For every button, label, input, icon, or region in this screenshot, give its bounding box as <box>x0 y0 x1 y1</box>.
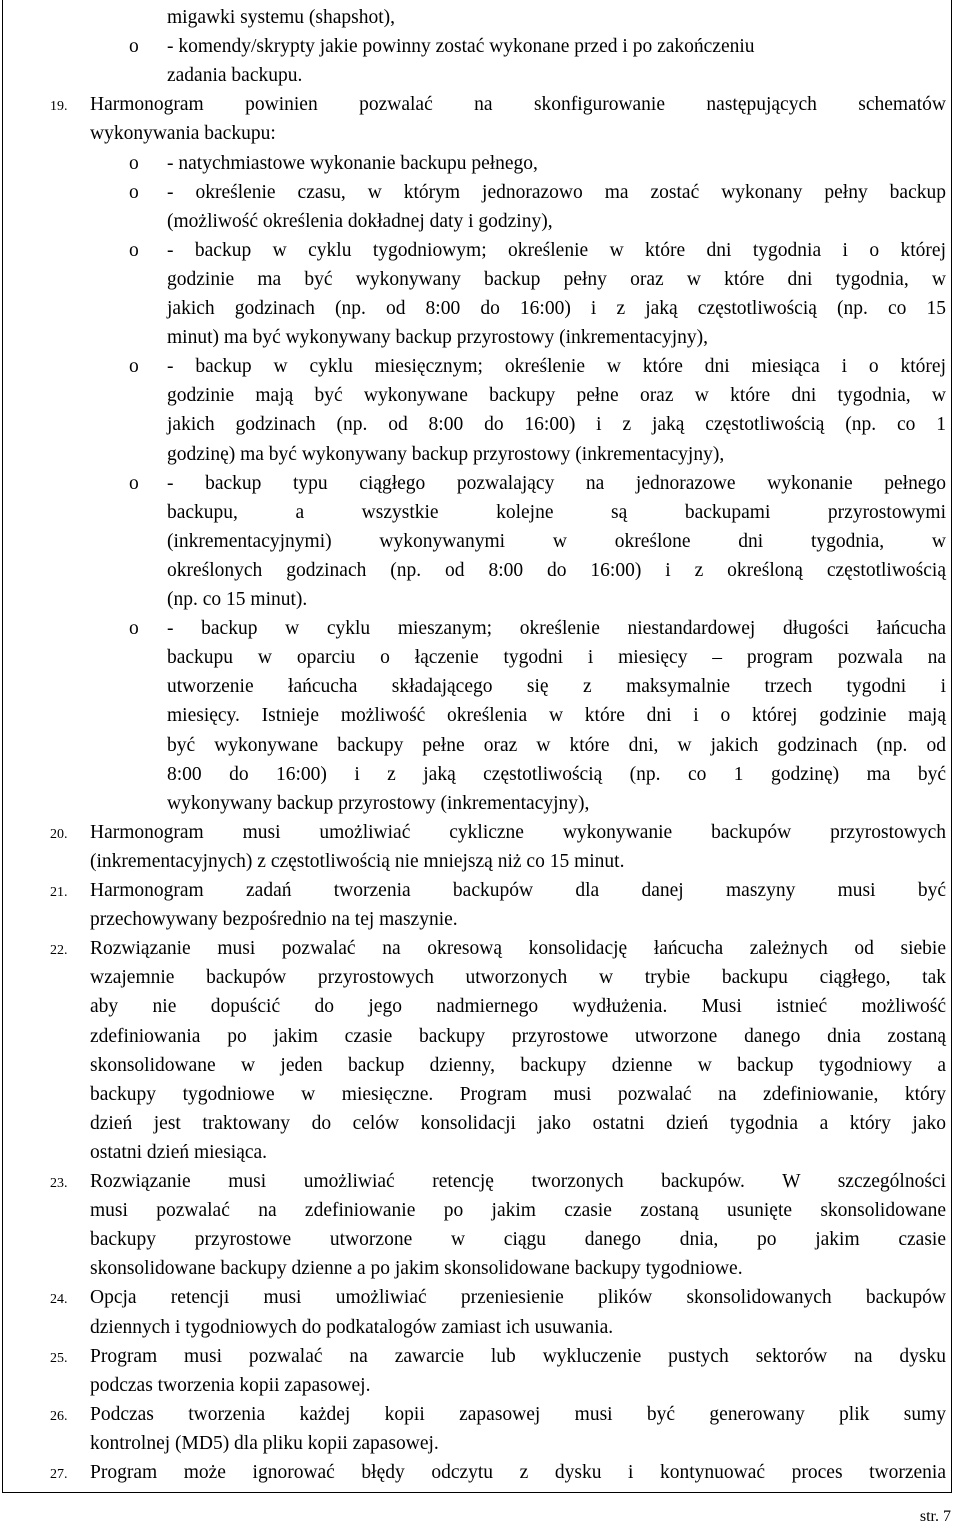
bullet-marker: o <box>129 472 139 494</box>
subitem-text-line: backupu w oparciu o łączenie tygodni i miesięcy – program pozwala na <box>167 647 946 669</box>
item-text-line: podczas tworzenia kopii zapasowej. <box>90 1374 371 1396</box>
item-text-line: skonsolidowane w jeden backup dzienny, backupy dzienne w backup tygodniowy a <box>90 1054 946 1076</box>
subitem-text-line: (inkrementacyjnymi) wykonywanymi w określone dni tygodnia, w <box>167 530 946 552</box>
subitem-text-line: utworzenie łańcucha składającego się z maksymalnie trzech tygodni i <box>167 676 946 698</box>
item-text-line: (inkrementacyjnych) z częstotliwością nie mniejszą niż co 15 minut. <box>90 850 625 872</box>
item-text-line: zdefiniowania po jakim czasie backupy przyrostowe utworzone danego dnia zostaną <box>90 1025 946 1047</box>
continuation-line: - komendy/skrypty jakie powinny zostać wykonane przed i po zakończeniu <box>167 36 755 58</box>
continuation-line: zadania backupu. <box>167 65 303 87</box>
subitem-text-line: minut) ma być wykonywany backup przyrostowy (inkrementacyjny), <box>167 327 708 349</box>
subitem-text-line: określonych godzinach (np. od 8:00 do 16:00) i z określoną częstotliwością <box>167 559 946 581</box>
item-text-line: kontrolnej (MD5) dla pliku kopii zapasowej. <box>90 1432 439 1454</box>
item-text-line: skonsolidowane backupy dzienne a po jakim skonsolidowane backupy tygodniowe. <box>90 1258 743 1280</box>
subitem-text-line: backupu, a wszystkie kolejne są backupami przyrostowymi <box>167 501 946 523</box>
item-text-line: Podczas tworzenia każdej kopii zapasowej musi być generowany plik sumy <box>90 1403 946 1425</box>
subitem-text-line: godzinie ma być wykonywany backup pełny oraz w które dni tygodnia, w <box>167 268 946 290</box>
subitem-text-line: - backup w cyklu miesięcznym; określenie w które dni miesiąca i o której <box>167 356 946 378</box>
bullet-marker: o <box>129 239 139 261</box>
bullet-marker: o <box>129 618 139 640</box>
item-number: 24. <box>50 1292 68 1308</box>
item-number: 27. <box>50 1467 68 1482</box>
bullet-marker: o <box>129 36 139 58</box>
subitem-text-line: - natychmiastowe wykonanie backupu pełnego, <box>167 152 538 174</box>
item-number: 25. <box>50 1350 68 1366</box>
item-text-line: Opcja retencji musi umożliwiać przeniesienie plików skonsolidowanych backupów <box>90 1287 946 1309</box>
item-number: 22. <box>50 943 68 959</box>
subitem-text-line: - backup w cyklu tygodniowym; określenie w które dni tygodnia i o której <box>167 239 946 261</box>
subitem-text-line: - backup typu ciągłego pozwalający na jednorazowe wykonanie pełnego <box>167 472 946 494</box>
item-text-line: Rozwiązanie musi umożliwiać retencję tworzonych backupów. W szczególności <box>90 1171 946 1192</box>
item-text-line: musi pozwalać na zdefiniowanie po jakim czasie zostaną usunięte skonsolidowane <box>90 1200 946 1222</box>
subitem-text-line: (np. co 15 minut). <box>167 589 308 610</box>
page-number: str. 7 <box>919 1508 951 1525</box>
subitem-text-line: jakich godzinach (np. od 8:00 do 16:00) i z jaką częstotliwością (np. co 1 <box>167 414 946 436</box>
subitem-text-line: miesięcy. Istnieje możliwość określenia w które dni i o której godzinie mają <box>167 705 946 727</box>
item-text-line: dziennych i tygodniowych do podkatalogów zamiast ich usuwania. <box>90 1316 614 1338</box>
item-text-line: wykonywania backupu: <box>90 123 276 145</box>
item-text-line: aby nie dopuścić do jego nadmiernego wydłużenia. Musi istnieć możliwość <box>90 996 946 1018</box>
subitem-text-line: godzinę) ma być wykonywany backup przyrostowy (inkrementacyjny), <box>167 443 725 465</box>
item-text-line: backupy tygodniowe w miesięczne. Program musi pozwalać na zdefiniowanie, który <box>90 1083 946 1105</box>
subitem-text-line: godzinie mają być wykonywane backupy pełne oraz w które dni tygodnia, w <box>167 385 946 407</box>
item-number: 19. <box>50 99 68 115</box>
item-text-line: Harmonogram powinien pozwalać na skonfigurowanie następujących schematów <box>90 94 946 116</box>
item-number: 20. <box>50 826 68 842</box>
subitem-text-line: (możliwość określenia dokładnej daty i godziny), <box>167 210 553 232</box>
continuation-line: migawki systemu (shapshot), <box>167 7 396 28</box>
item-text-line: wzajemnie backupów przyrostowych utworzonych w trybie backupu ciągłego, tak <box>90 967 946 989</box>
item-number: 21. <box>50 885 68 900</box>
item-text-line: Rozwiązanie musi pozwalać na okresową konsolidację łańcucha zależnych od siebie <box>90 938 946 960</box>
item-text-line: dzień jest traktowany do celów konsolidacji jako ostatni dzień tygodnia a który jako <box>90 1112 946 1134</box>
subitem-text-line: - backup w cyklu mieszanym; określenie niestandardowej długości łańcucha <box>167 618 946 640</box>
item-text-line: Harmonogram musi umożliwiać cykliczne wykonywanie backupów przyrostowych <box>90 821 946 843</box>
bullet-marker: o <box>129 152 139 174</box>
item-text-line: ostatni dzień miesiąca. <box>90 1141 268 1163</box>
subitem-text-line: 8:00 do 16:00) i z jaką częstotliwością (np. co 1 godzinę) ma być <box>167 763 946 785</box>
item-text-line: backupy przyrostowe utworzone w ciągu danego dnia, po jakim czasie <box>90 1229 946 1251</box>
bullet-marker: o <box>129 356 139 378</box>
subitem-text-line: być wykonywane backupy pełne oraz w które dni, w jakich godzinach (np. od <box>167 734 946 756</box>
item-number: 26. <box>50 1408 68 1424</box>
subitem-text-line: jakich godzinach (np. od 8:00 do 16:00) i z jaką częstotliwością (np. co 15 <box>167 298 946 319</box>
item-text-line: przechowywany bezpośrednio na tej maszynie. <box>90 909 458 931</box>
item-text-line: Program może ignorować błędy odczytu z dysku i kontynuować proces tworzenia <box>90 1462 946 1483</box>
subitem-text-line: wykonywany backup przyrostowy (inkrementacyjny), <box>167 792 590 814</box>
item-text-line: Program musi pozwalać na zawarcie lub wykluczenie pustych sektorów na dysku <box>90 1345 946 1367</box>
item-number: 23. <box>50 1176 68 1191</box>
bullet-marker: o <box>129 181 139 203</box>
subitem-text-line: - określenie czasu, w którym jednorazowo ma zostać wykonany pełny backup <box>167 181 946 203</box>
item-text-line: Harmonogram zadań tworzenia backupów dla danej maszyny musi być <box>90 880 946 901</box>
